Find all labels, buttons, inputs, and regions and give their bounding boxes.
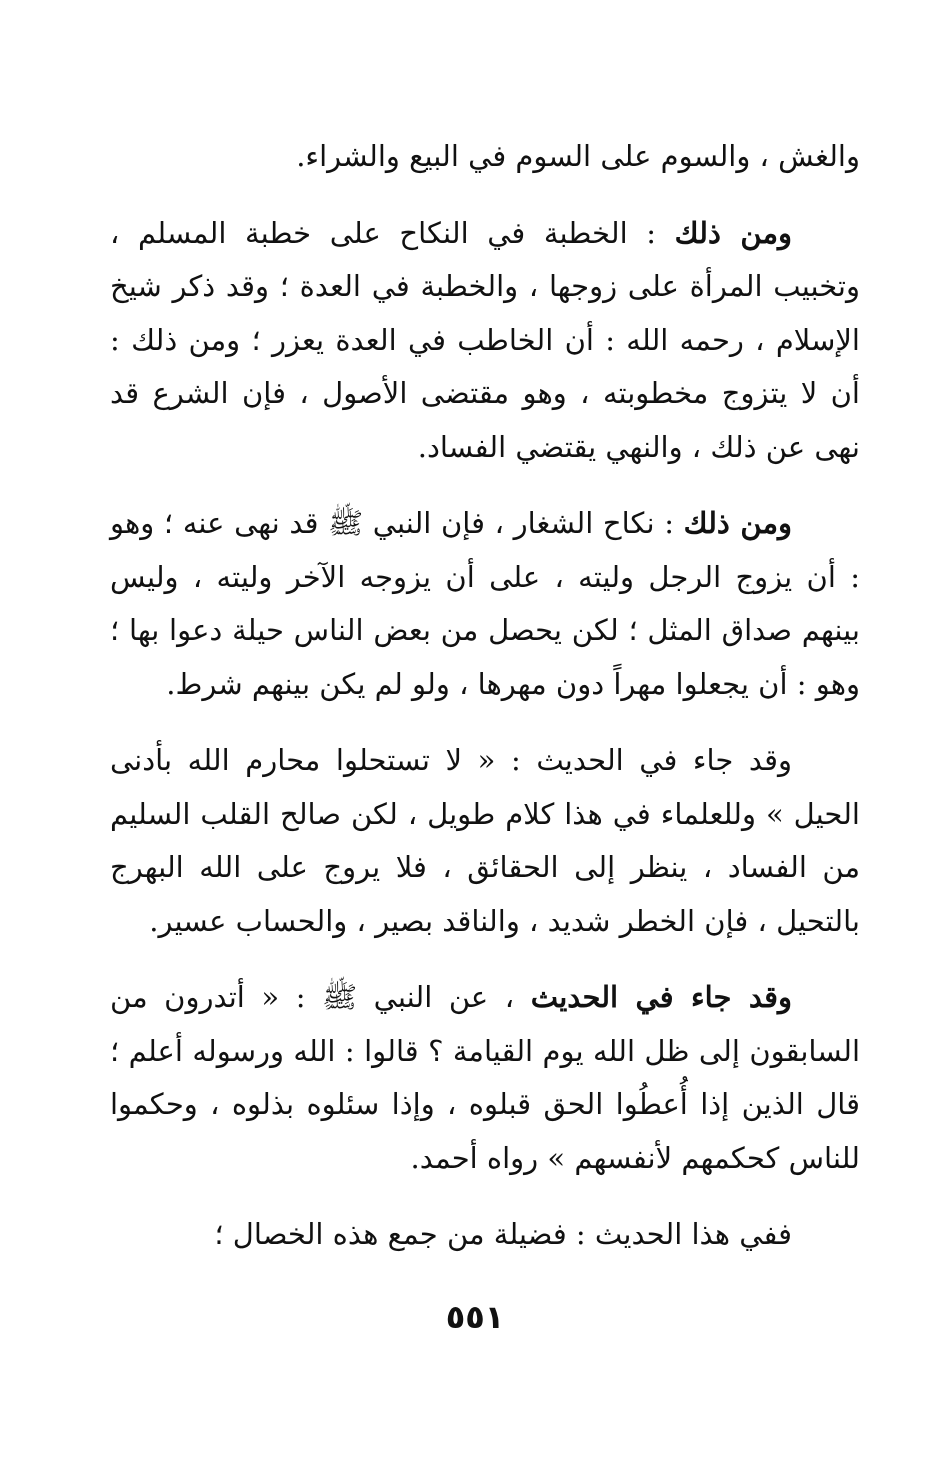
paragraph-5-lead: وقد جاء في الحديث	[530, 980, 792, 1014]
paragraph-3	[110, 497, 860, 711]
paragraph-6-text: ففي هذا الحديث : فضيلة من جمع هذه الخصال ؛	[214, 1217, 792, 1251]
paragraph-5	[110, 971, 860, 1185]
paragraph-1	[110, 130, 860, 184]
paragraph-4-text: وقد جاء في الحديث : « لا تستحلوا محارم الله بأدنى الحيل » وللعلماء في هذا كلام طويل ، لكن صالح القلب السليم من الفساد ، ينظر إلى الحقائق ، فلا يروج على الله البهرج بالتحيل ، فإن الخطر شديد ، والناقد بصير ، والحساب عسير.	[110, 743, 860, 938]
page-number: ٥٥١	[445, 1298, 505, 1336]
paragraph-1-text: والغش ، والسوم على السوم في البيع والشراء.	[296, 139, 860, 173]
paragraph-4	[110, 734, 860, 948]
paragraph-3-text: : نكاح الشغار ، فإن النبي ﷺ قد نهى عنه ؛ وهو : أن يزوج الرجل وليته ، على أن يزوجه الآخر وليته ، وليس بينهم صداق المثل ؛ لكن يحصل من بعض الناس حيلة دعوا بها ؛ وهو : أن يجعلوا مهراً دون مهرها ، ولو لم يكن بينهم شرط.	[110, 506, 860, 701]
paragraph-5-text: ، عن النبي ﷺ : « أتدرون من السابقون إلى ظل الله يوم القيامة ؟ قالوا : الله ورسوله أعلم ؛ قال الذين إذا أُعطُوا الحق قبلوه ، وإذا سئلوه بذلوه ، وحكموا للناس كحكمهم لأنفسهم » رواه أحمد.	[110, 980, 860, 1175]
paragraph-2-text: : الخطبة في النكاح على خطبة المسلم ، وتخبيب المرأة على زوجها ، والخطبة في العدة ؛ وقد ذكر شيخ الإسلام ، رحمه الله : أن الخاطب في العدة يعزر ؛ ومن ذلك : أن لا يتزوج مخطوبته ، وهو مقتضى الأصول ، فإن الشرع قد نهى عن ذلك ، والنهي يقتضي الفساد.	[110, 215, 860, 464]
paragraph-2-lead: ومن ذلك	[674, 215, 792, 250]
paragraph-6	[110, 1208, 860, 1262]
paragraph-3-lead: ومن ذلك	[683, 506, 792, 540]
body-text	[110, 130, 860, 1285]
paragraph-2	[110, 207, 860, 475]
